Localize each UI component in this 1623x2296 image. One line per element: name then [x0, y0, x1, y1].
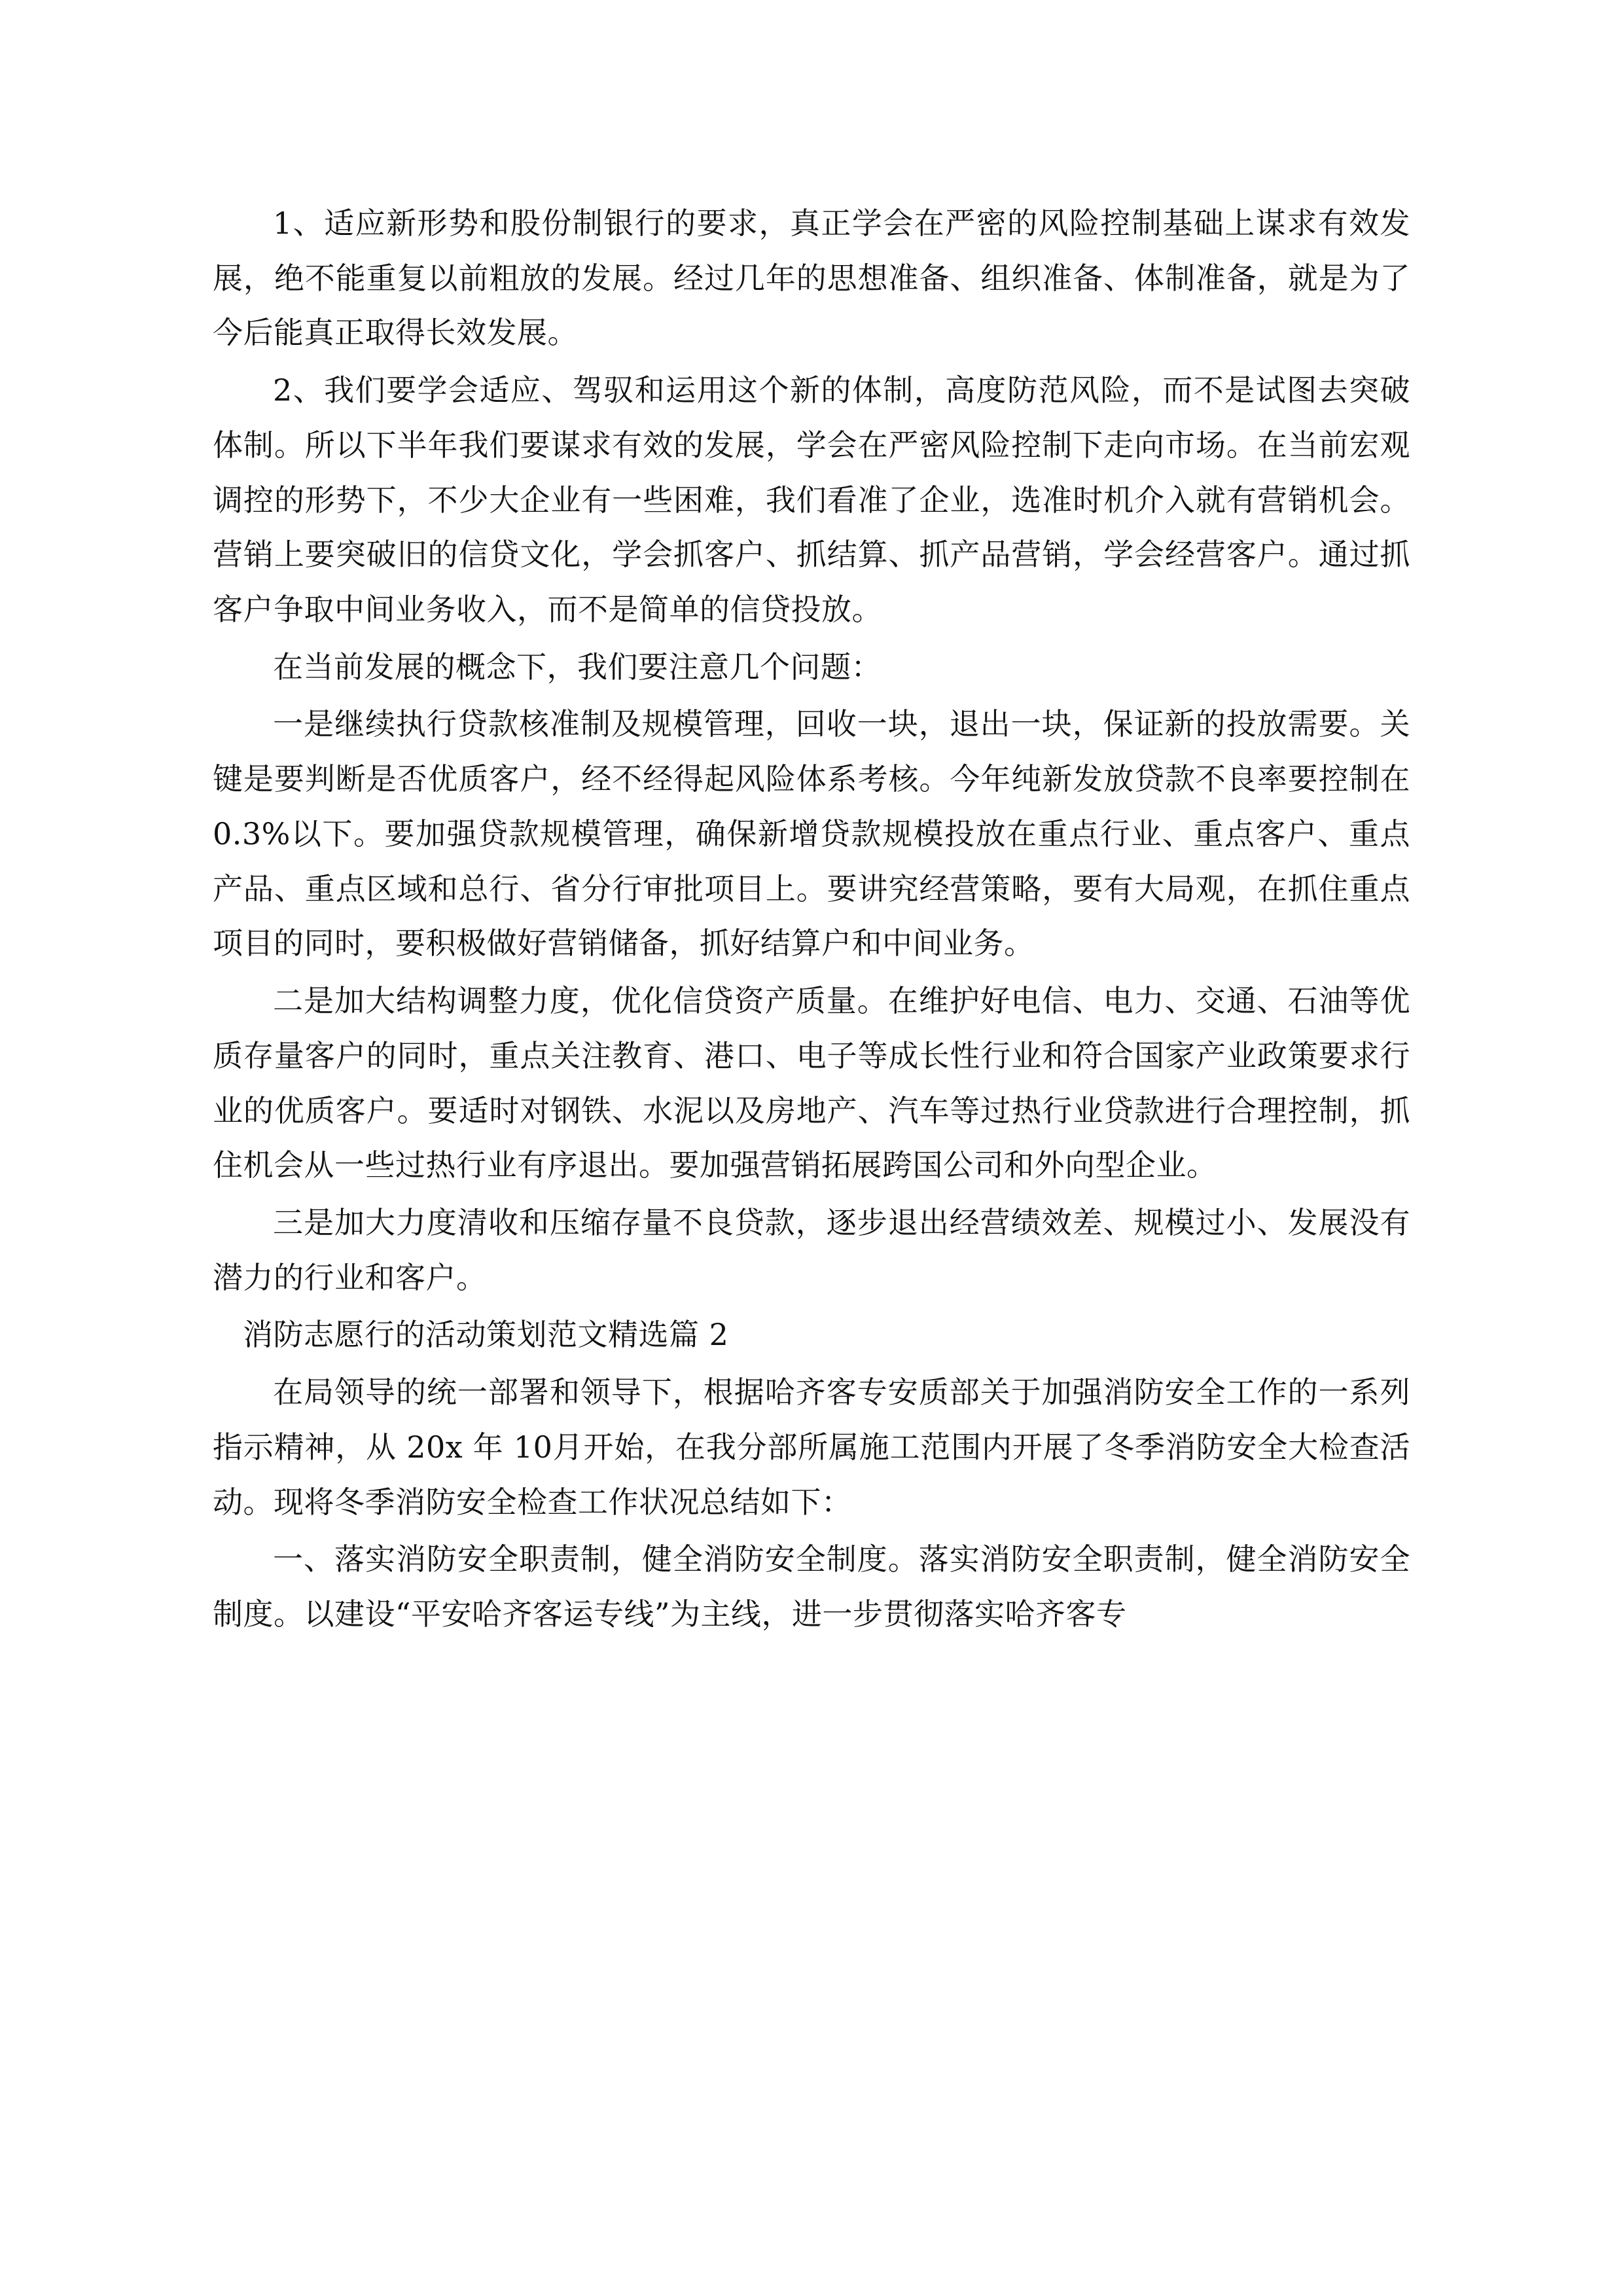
paragraph-part2-intro: 在局领导的统一部署和领导下，根据哈齐客专安质部关于加强消防安全工作的一系列指示精神，从 20x 年 10月开始，在我分部所属施工范围内开展了冬季消防安全大检查活动。现将冬季消防安全检查工作状况总结如下：: [213, 1374, 1410, 1520]
paragraph-point-one: 一是继续执行贷款核准制及规模管理，回收一块，退出一块，保证新的投放需要。关键是要判断是否优质客户，经不经得起风险体系考核。今年纯新发放贷款不良率要控制在 0.3%以下。要加强贷款规模管理，确保新增贷款规模投放在重点行业、重点客户、重点产品、重点区域和总行、省分行审批项目上。要讲究经营策略，要有大局观，在抓住重点项目的同时，要积极做好营销储备，抓好结算户和中间业务。: [213, 706, 1410, 961]
paragraph-attention-intro: 在当前发展的概念下，我们要注意几个问题：: [273, 649, 882, 685]
paragraph-point-three: 三是加大力度清收和压缩存量不良贷款，逐步退出经营绩效差、规模过小、发展没有潜力的行业和客户。: [213, 1204, 1410, 1295]
paragraph-item-2: 2、我们要学会适应、驾驭和运用这个新的体制，高度防范风险，而不是试图去突破体制。所以下半年我们要谋求有效的发展，学会在严密风险控制下走向市场。在当前宏观调控的形势下，不少大企业有一些困难，我们看准了企业，选准时机介入就有营销机会。营销上要突破旧的信贷文化，学会抓客户、抓结算、抓产品营销，学会经营客户。通过抓客户争取中间业务收入，而不是简单的信贷投放。: [213, 372, 1410, 628]
section-heading-part-2: 消防志愿行的活动策划范文精选篇 2: [243, 1317, 729, 1353]
paragraph-part2-item-1: 一、落实消防安全职责制，健全消防安全制度。落实消防安全职责制，健全消防安全制度。以建设“平安哈齐客运专线”为主线，进一步贯彻落实哈齐客专: [213, 1541, 1410, 1632]
paragraph-item-1: 1、适应新形势和股份制银行的要求，真正学会在严密的风险控制基础上谋求有效发展，绝不能重复以前粗放的发展。经过几年的思想准备、组织准备、体制准备，就是为了今后能真正取得长效发展。: [213, 206, 1410, 351]
paragraph-point-two: 二是加大结构调整力度，优化信贷资产质量。在维护好电信、电力、交通、石油等优质存量客户的同时，重点关注教育、港口、电子等成长性行业和符合国家产业政策要求行业的优质客户。要适时对钢铁、水泥以及房地产、汽车等过热行业贷款进行合理控制，抓住机会从一些过热行业有序退出。要加强营销拓展跨国公司和外向型企业。: [213, 983, 1410, 1183]
document-body: [213, 196, 1410, 1642]
